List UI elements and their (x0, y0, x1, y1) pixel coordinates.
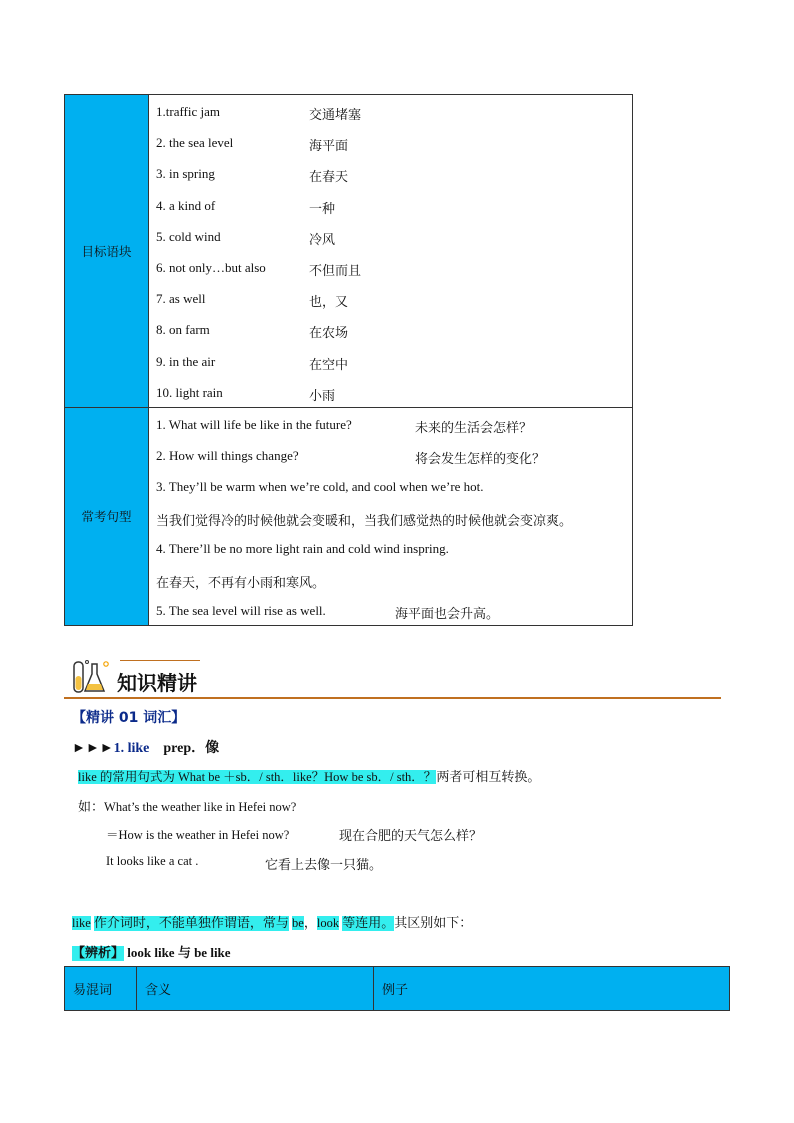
sentence-en: 4. There’ll be no more light rain and cold wind inspring. (156, 541, 449, 556)
sentence-en: 2. How will things change? (156, 448, 299, 463)
table-divider (65, 407, 632, 408)
section-title: 知识精讲 (117, 671, 197, 695)
chunk-en: 1.traffic jam (156, 104, 221, 119)
compare-header: 含义 (137, 967, 374, 1010)
chunk-en: 2. the sea level (156, 135, 234, 150)
chunk-en: 5. cold wind (156, 229, 221, 244)
chunk-cn: 交通堵塞 (309, 108, 362, 123)
section-rule-top (120, 660, 200, 661)
chunk-cn: 海平面 (309, 139, 349, 154)
example-3-cn: 它看上去像一只猫。 (265, 858, 383, 873)
plain-text: ， (303, 916, 317, 931)
chunk-cn: 不但而且 (309, 264, 362, 279)
chunk-en: 8. on farm (156, 322, 210, 337)
example-1 (78, 796, 296, 815)
example-3-en: It looks like a cat . (106, 854, 199, 868)
target-chunks-category: 目标语块 (65, 95, 149, 407)
chunk-en: 6. not only…but also (156, 260, 266, 275)
arrow-icon: ►►► (72, 741, 114, 756)
compare-table (64, 966, 730, 1011)
sentences-category: 常考句型 (65, 407, 149, 625)
sentence-cn: 将会发生怎样的变化？ (415, 452, 546, 467)
bianxi-label: 【辨析】 (72, 946, 125, 961)
sentence-cn: 海平面也会升高。 (395, 607, 500, 622)
highlight-text: 作介词时，不能单独作谓语，常与 (93, 916, 289, 931)
chunk-en: 9. in the air (156, 354, 216, 369)
explain-line-1 (78, 766, 540, 785)
chunk-cn: 在春天 (309, 170, 349, 185)
compare-header: 易混词 (65, 967, 137, 1010)
sentence-en: 1. What will life be like in the future? (156, 417, 352, 432)
bianxi-text: look like 与 be like (127, 945, 231, 960)
sentence-cn: 未来的生活会怎样？ (415, 421, 533, 436)
highlight-text: like 的常用句式为 What be ＋sb．/ sth．like？How be sb．/ sth．？ (78, 770, 437, 784)
chunk-en: 4. a kind of (156, 198, 216, 213)
section-rule (64, 697, 721, 699)
plain-text: 其区别如下： (394, 916, 473, 931)
chunk-cn: 在空中 (309, 358, 349, 373)
bianxi-line (72, 942, 231, 961)
chunk-cn: 在农场 (309, 326, 349, 341)
chunk-cn: 冷风 (309, 233, 336, 248)
chunk-en: 7. as well (156, 291, 206, 306)
sentence-en: 3. They’ll be warm when we’re cold, and cool when we’re hot. (156, 479, 484, 494)
example-2-cn: 现在合肥的天气怎么样？ (339, 829, 483, 844)
highlight-text: be (292, 916, 304, 930)
subheading: 【精讲 01 词汇】 (72, 710, 186, 726)
chunk-cn: 小雨 (309, 389, 336, 404)
sentence-en: 5. The sea level will rise as well. (156, 603, 326, 618)
vocab-table (64, 94, 633, 626)
word-pos: prep．像 (163, 741, 220, 756)
chunk-cn: 一种 (309, 202, 336, 217)
highlight-text: like (72, 916, 91, 930)
sentence-cn: 当我们觉得冷的时候他就会变暖和，当我们感觉热的时候他就会变凉爽。 (156, 514, 573, 529)
highlight-text: 等连用。 (342, 916, 395, 931)
word-heading (72, 737, 219, 757)
chunk-en: 3. in spring (156, 166, 215, 181)
example-2-en: ＝How is the weather in Hefei now? (106, 828, 290, 842)
chunk-en: 10. light rain (156, 385, 223, 400)
example-en: What’s the weather like in Hefei now? (104, 800, 297, 814)
example-label: 如： (78, 800, 105, 815)
flask-icon (70, 658, 114, 700)
sentence-cn: 在春天，不再有小雨和寒风。 (156, 576, 326, 591)
explain-line-2 (72, 912, 472, 931)
chunk-cn: 也，又 (309, 295, 349, 310)
word-title: 1. like (113, 741, 150, 756)
plain-text: 两者可相互转换。 (436, 770, 541, 785)
compare-header: 例子 (382, 983, 409, 998)
highlight-text: look (316, 916, 340, 930)
